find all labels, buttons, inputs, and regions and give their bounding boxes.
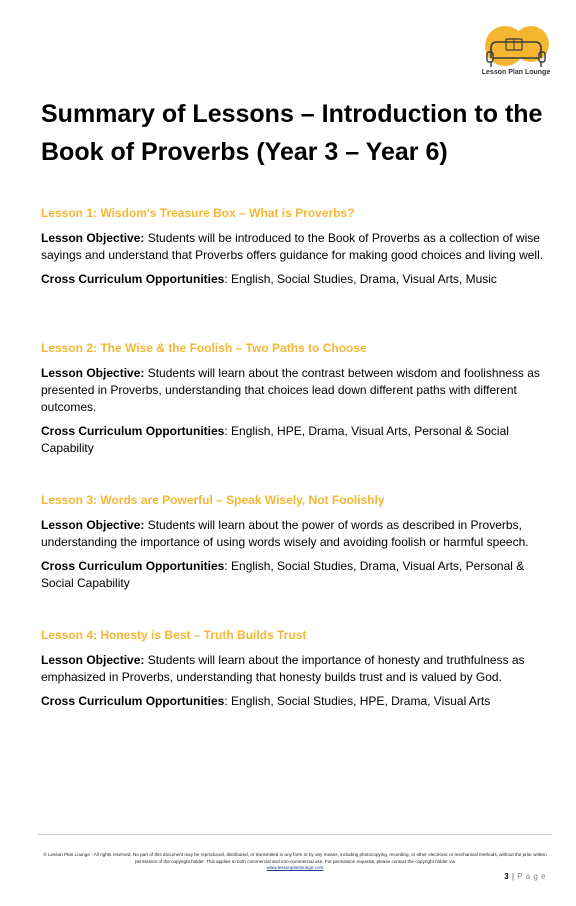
cross-curriculum: [41, 558, 556, 592]
cross-text: : English, Social Studies, Drama, Visual Arts, Music: [224, 272, 497, 286]
cross-curriculum: [41, 693, 556, 710]
cross-text: : English, Social Studies, HPE, Drama, Visual Arts: [224, 694, 491, 708]
lesson-heading: Lesson 3: Words are Powerful – Speak Wisely, Not Foolishly: [41, 493, 385, 507]
lesson-objective: [41, 652, 556, 686]
objective-label: Lesson Objective:: [41, 653, 145, 667]
lesson-objective: [41, 230, 556, 264]
footer-divider: [38, 834, 552, 835]
cross-text: : English, HPE, Drama, Visual Arts, Personal & Social Capability: [41, 424, 509, 455]
objective-text: Students will learn about the contrast between wisdom and foolishness as presented in Proverbs, understanding that choices lead down different paths with different outcomes.: [41, 366, 540, 414]
cross-text: : English, Social Studies, Drama, Visual Arts, Personal & Social Capability: [41, 559, 525, 590]
lesson-heading: Lesson 4: Honesty is Best – Truth Builds Trust: [41, 628, 307, 642]
cross-label: Cross Curriculum Opportunities: [41, 559, 225, 573]
lesson-objective: [41, 517, 556, 551]
page-number: [504, 872, 546, 881]
lesson-heading: Lesson 1: Wisdom's Treasure Box – What is Proverbs?: [41, 206, 355, 220]
page-separator: |: [509, 872, 518, 881]
lesson-heading: Lesson 2: The Wise & the Foolish – Two Paths to Choose: [41, 341, 367, 355]
objective-label: Lesson Objective:: [41, 366, 145, 380]
page-word: P a g e: [517, 872, 546, 881]
cross-label: Cross Curriculum Opportunities: [41, 694, 225, 708]
copyright-text: © Lesson Plan Lounge - All rights reserved. No part of this document may be reproduced, distributed, or transmitted in any form or by any means, including photocopying, recording, or other electronic or mechanical methods, without the prior written permission of the copyright holder. This applies to both commercial and non-commercial use. For permission requests, please contact the copyright holder via: [43, 852, 547, 864]
objective-text: Students will learn about the importance of honesty and truthfulness as emphasized in Proverbs, understanding that honesty builds trust and is valued by God.: [41, 653, 525, 684]
page-number-value: 3: [504, 872, 510, 881]
lesson-4: [41, 628, 556, 717]
page-title: Summary of Lessons – Introduction to the Book of Proverbs (Year 3 – Year 6): [41, 100, 543, 166]
cross-label: Cross Curriculum Opportunities: [41, 424, 225, 438]
objective-label: Lesson Objective:: [41, 518, 145, 532]
lesson-1: [41, 206, 556, 295]
lesson-3: [41, 493, 556, 599]
cross-label: Cross Curriculum Opportunities: [41, 272, 225, 286]
objective-text: Students will learn about the power of words as described in Proverbs, understanding the importance of using words wisely and avoiding foolish or harmful speech.: [41, 518, 529, 549]
website-link[interactable]: www.lessonplanlounge.com: [266, 865, 324, 870]
objective-text: Students will be introduced to the Book of Proverbs as a collection of wise sayings and understand that Proverbs offers guidance for making good choices and living well.: [41, 231, 544, 262]
objective-label: Lesson Objective:: [41, 231, 145, 245]
cross-curriculum: [41, 423, 556, 457]
lesson-2: [41, 341, 556, 464]
cross-curriculum: [41, 271, 556, 288]
lesson-objective: [41, 365, 556, 416]
brand-name: Lesson Plan Lounge: [481, 69, 551, 76]
footer-copyright: [40, 852, 550, 872]
